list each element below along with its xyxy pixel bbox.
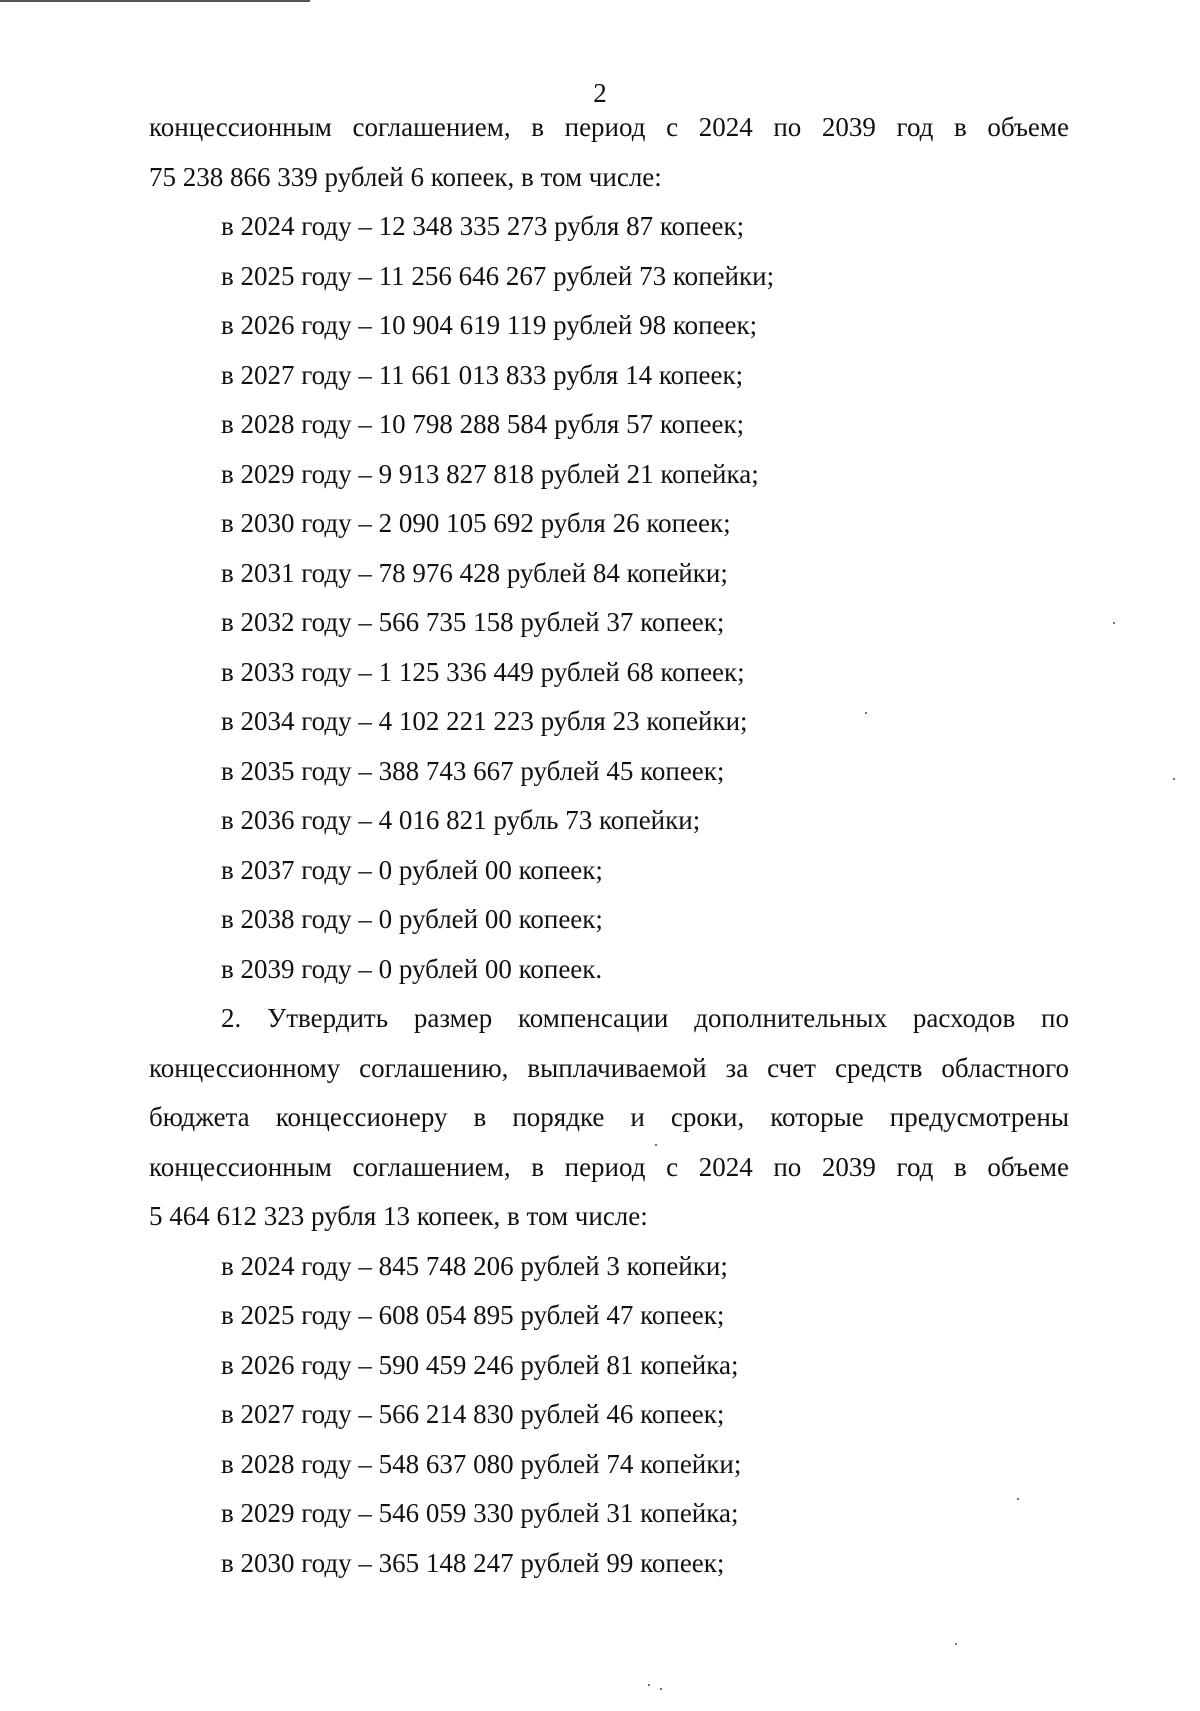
section1-year-item: в 2024 году – 12 348 335 273 рубля 87 копеек; <box>221 211 745 241</box>
section1-year-item: в 2029 году – 9 913 827 818 рублей 21 копейка; <box>221 458 759 489</box>
section2-year-item: в 2030 году – 365 148 247 рублей 99 копеек; <box>221 1547 725 1578</box>
page-number: 2 <box>593 78 607 108</box>
section1-intro-line2: 75 238 866 339 рублей 6 копеек, в том числе: <box>149 161 662 192</box>
section1-year-item: в 2035 году – 388 743 667 рублей 45 копеек; <box>221 755 725 786</box>
section1-year-item: в 2025 году – 11 256 646 267 рублей 73 копейки; <box>221 260 775 291</box>
scan-speck <box>655 1144 657 1146</box>
section2-year-item: в 2029 году – 546 059 330 рублей 31 копейка; <box>221 1498 739 1528</box>
scan-speck <box>955 1643 957 1645</box>
section2-year-item: в 2028 году – 548 637 080 рублей 74 копейки; <box>221 1448 742 1479</box>
scan-speck <box>648 1684 650 1686</box>
section1-year-item: в 2026 году – 10 904 619 119 рублей 98 копеек; <box>221 310 758 340</box>
scan-speck <box>1173 778 1175 780</box>
section1-year-item: в 2027 году – 11 661 013 833 рубля 14 копеек; <box>221 359 744 390</box>
scan-speck <box>660 1688 662 1690</box>
section1-year-item: в 2036 году – 4 016 821 рубль 73 копейки; <box>221 805 701 835</box>
scan-edge-line <box>0 0 310 2</box>
section1-year-item: в 2030 году – 2 090 105 692 рубля 26 копеек; <box>221 508 731 538</box>
section2-paragraph-line: бюджета концессионеру в порядке и сроки, которые предусмотрены <box>149 1102 1069 1132</box>
section2-year-item: в 2025 году – 608 054 895 рублей 47 копеек; <box>221 1300 725 1330</box>
section1-intro-line1: концессионным соглашением, в период с 2024 по 2039 год в объеме <box>149 112 1069 142</box>
section2-year-item: в 2024 году – 845 748 206 рублей 3 копейки; <box>221 1250 728 1281</box>
section2-year-item: в 2026 году – 590 459 246 рублей 81 копейка; <box>221 1349 739 1380</box>
scan-speck <box>1113 622 1115 624</box>
document-body <box>149 103 1069 1588</box>
section2-total-line: 5 464 612 323 рубля 13 копеек, в том числе: <box>149 1201 648 1231</box>
section2-paragraph-line: 2. Утвердить размер компенсации дополнительных расходов по <box>221 1003 1069 1033</box>
section1-year-item: в 2034 году – 4 102 221 223 рубля 23 копейки; <box>221 706 748 736</box>
section2-paragraph-line: концессионному соглашению, выплачиваемой за счет средств областного <box>149 1052 1069 1083</box>
section2-year-item: в 2027 году – 566 214 830 рублей 46 копеек; <box>221 1399 725 1429</box>
section1-year-item: в 2038 году – 0 рублей 00 копеек; <box>221 904 603 934</box>
scan-speck <box>865 712 867 714</box>
section2-paragraph-line: концессионным соглашением, в период с 2024 по 2039 год в объеме <box>149 1151 1069 1182</box>
section1-year-item: в 2028 году – 10 798 288 584 рубля 57 копеек; <box>221 409 745 439</box>
section1-year-item: в 2031 году – 78 976 428 рублей 84 копейки; <box>221 557 728 588</box>
section1-year-item: в 2039 году – 0 рублей 00 копеек. <box>221 953 603 984</box>
section1-year-item: в 2033 году – 1 125 336 449 рублей 68 копеек; <box>221 656 745 687</box>
section1-year-item: в 2037 году – 0 рублей 00 копеек; <box>221 854 603 885</box>
scan-speck <box>1017 1498 1019 1500</box>
section1-year-item: в 2032 году – 566 735 158 рублей 37 копеек; <box>221 607 725 637</box>
